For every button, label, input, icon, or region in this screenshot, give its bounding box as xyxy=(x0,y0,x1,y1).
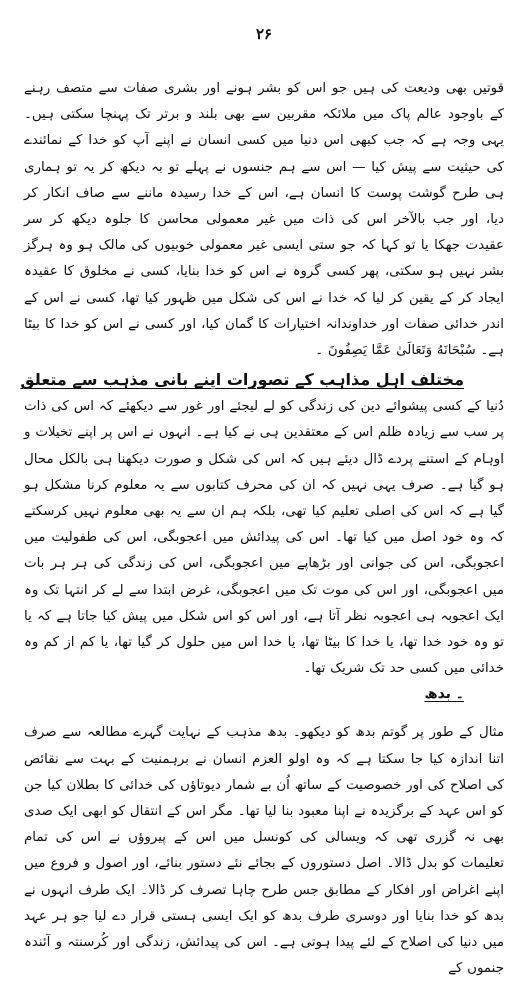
page-number: ۲۶ xyxy=(255,25,273,43)
subsection-heading-buddha: ۔ بدھ xyxy=(424,686,464,703)
paragraph-3: مثال کے طور پر گوتم بدھ کو دیکھو۔ بدھ مذہب کے نہایت گہرے مطالعہ سے صرف اتنا اندازہ کیا جا سکتا ہے کہ وہ اولو العزم انسان نے برہمنیت کے بہت سے نقائص کی اصلاح کی اور خصوصیت کے ساتھ اُن بے شمار دیوتاؤں کی خدائی کا بطلان کیا جن کو اس عہد کے برگزیدہ نے اپنا معبود بنا لیا تھا۔ مگر اس کے انتقال کو ابھی ایک صدی بھی نہ گزری تھی کہ ویسالی کی کونسل میں اس کے پیروؤں نے اس کی تمام تعلیمات کو بدل ڈالا۔ اصل دستوروں کے بجائے نئے دستور بنائے، اور اصول و فروع میں اپنے اغراض اور افکار کے مطابق جس طرح چاہا تصرف کر ڈالا۔ ایک طرف انہوں نے بدھ کو خدا بنایا اور دوسری طرف بدھ کو ایک ایسی ہستی قرار دے لیا جو ہر عہد میں دنیا کی اصلاح کے لئے پیدا ہوتی ہے۔ اس کی پیدائش، زندگی اور کُرسنتہ و آئندہ جنموں کے xyxy=(24,725,504,977)
section-heading: مختلف اہل مذاہب کے تصورات اپنے بانی مذہب سے متعلق xyxy=(20,370,464,390)
paragraph-1: قوتیں بھی ودیعت کی ہیں جو اس کو بشر ہونے اور بشری صفات سے متصف رہنے کے باوجود عالم پاک میں ملائکہ مقربین سے بھی بلند و برتر تک پہنچا سکتی ہیں۔ یہی وجہ ہے کہ جب کبھی اس دنیا میں کسی انسان نے اپنے آپ کو خدا کے نمائندے کی حیثیت سے پیش کیا — اس سے ہم جنسوں نے پہلے تو بہ دیکھ کر یہ تو ہماری ہی طرح گوشت پوست کا انسان ہے، اس کے خدا رسیدہ ماننے سے صاف انکار کر دیا، اور جب بالآخر اس کی ذات میں غیر معمولی محاسن کا جلوہ دیکھ کر سر عقیدت جھکا یا تو کہا کہ جو ستی ایسی غیر معمولی خوبیوں کی مالک ہو وہ ہرگز بشر نہیں ہو سکتی، پھر کسی گروہ نے اس کو خدا بنایا، کسی نے مخلوق کا عقیدہ ایجاد کر کے یقین کر لیا کہ خدا نے اس کی شکل میں ظہور کیا تھا، کسی نے اس کے اندر خدائی صفات اور خداوندانہ اختیارات کا گمان کیا، اور کسی نے اس کو خدا کا بیٹا ہے۔ سُبْحَانَهُ وَتَعَالَىٰ عَمَّا يَصِفُونَ ۔ xyxy=(24,81,504,359)
paragraph-2: دُنیا کے کسی پیشوائے دین کی زندگی کو لے لیجئے اور غور سے دیکھئے کہ اس کی ذات پر سب سے زیادہ ظلم اس کے معتقدین ہی نے کیا ہے۔ انہوں نے اس پر اپنے تخیلات و اوہام کے استنے پردے ڈال دیئے ہیں کہ اس کی شکل و صورت دیکھنا ہی بالکل محال ہو گیا ہے۔ صرف یہی نہیں کہ ان کی محرف کتابوں سے یہ معلوم کرنا مشکل ہو گیا ہے کہ اس کی اصلی تعلیم کیا تھی، بلکہ ہم ان سے یہ بھی معلوم نہیں کرسکتے کہ وہ خود اصل میں کیا تھا۔ اس کی پیدائش میں اعجوبگی، اس کی طفولیت میں اعجوبگی، اس کی جوانی اور بڑھاپے میں اعجوبگی، اس کی زندگی کی ہر ہر بات میں اعجوبگی، اور اس کی موت تک میں اعجوبگی، غرض ابتدا سے لے کر انتہا تک وہ ایک اعجوبہ ہی اعجوبہ نظر آتا ہے، اور اس کو اس شکل میں پیش کیا جاتا ہے کہ یا تو وہ خود خدا تھا، یا خدا کا بیٹا تھا، یا خدا اس میں حلول کر گیا تھا، یا کم از کم وہ خدائی میں کسی حد تک شریک تھا۔ xyxy=(24,399,504,677)
